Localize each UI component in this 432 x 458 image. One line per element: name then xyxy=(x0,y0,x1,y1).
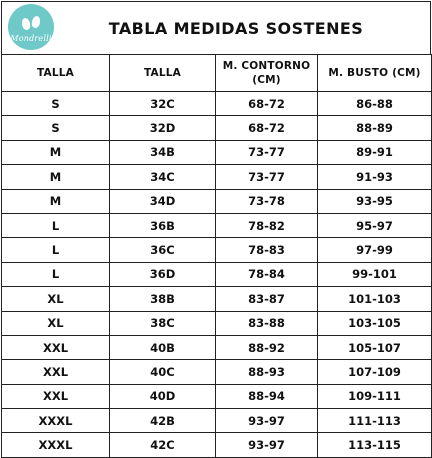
cell-underbust: 68-72 xyxy=(216,116,318,140)
cell-size: XL xyxy=(2,311,110,335)
table-row xyxy=(2,409,432,433)
cell-bust: 103-105 xyxy=(318,311,432,335)
cell-bust: 89-91 xyxy=(318,140,432,164)
table-row xyxy=(2,287,432,311)
column-header-busto: M. BUSTO (CM) xyxy=(318,55,432,92)
cell-band-cup: 36C xyxy=(110,238,216,262)
cell-band-cup: 42B xyxy=(110,409,216,433)
size-chart xyxy=(1,1,431,453)
table-row xyxy=(2,92,432,116)
cell-size: XXL xyxy=(2,335,110,359)
table-row xyxy=(2,262,432,286)
chart-header xyxy=(1,1,431,55)
cell-underbust: 78-84 xyxy=(216,262,318,286)
cell-underbust: 88-94 xyxy=(216,384,318,408)
cell-size: XL xyxy=(2,287,110,311)
table-row xyxy=(2,335,432,359)
logo-text: Mondrelli xyxy=(10,33,52,43)
cell-underbust: 93-97 xyxy=(216,409,318,433)
cell-bust: 105-107 xyxy=(318,335,432,359)
cell-band-cup: 38C xyxy=(110,311,216,335)
cell-size: XXXL xyxy=(2,433,110,457)
cell-bust: 107-109 xyxy=(318,360,432,384)
cell-size: XXL xyxy=(2,360,110,384)
cell-underbust: 78-82 xyxy=(216,213,318,237)
table-row xyxy=(2,140,432,164)
cell-bust: 99-101 xyxy=(318,262,432,286)
cell-bust: 97-99 xyxy=(318,238,432,262)
table-row xyxy=(2,116,432,140)
table-row xyxy=(2,433,432,457)
cell-size: S xyxy=(2,92,110,116)
size-table xyxy=(1,54,432,458)
cell-bust: 109-111 xyxy=(318,384,432,408)
cell-underbust: 88-92 xyxy=(216,335,318,359)
table-header-row xyxy=(2,55,432,92)
cell-underbust: 83-88 xyxy=(216,311,318,335)
brand-logo xyxy=(8,4,54,50)
cell-band-cup: 34D xyxy=(110,189,216,213)
cell-bust: 101-103 xyxy=(318,287,432,311)
chart-title: TABLA MEDIDAS SOSTENES xyxy=(108,18,364,38)
cell-band-cup: 40C xyxy=(110,360,216,384)
cell-size: L xyxy=(2,238,110,262)
table-row xyxy=(2,384,432,408)
column-header-talla: TALLA xyxy=(2,55,110,92)
table-body xyxy=(2,92,432,458)
table-row xyxy=(2,213,432,237)
cell-bust: 113-115 xyxy=(318,433,432,457)
cell-underbust: 73-78 xyxy=(216,189,318,213)
cell-band-cup: 40B xyxy=(110,335,216,359)
cell-underbust: 83-87 xyxy=(216,287,318,311)
cell-bust: 91-93 xyxy=(318,165,432,189)
cell-band-cup: 36B xyxy=(110,213,216,237)
cell-size: XXXL xyxy=(2,409,110,433)
table-row xyxy=(2,360,432,384)
cell-band-cup: 42C xyxy=(110,433,216,457)
cell-size: M xyxy=(2,140,110,164)
cell-band-cup: 34B xyxy=(110,140,216,164)
cell-bust: 88-89 xyxy=(318,116,432,140)
table-row xyxy=(2,311,432,335)
cell-underbust: 73-77 xyxy=(216,165,318,189)
table-row xyxy=(2,165,432,189)
cell-size: S xyxy=(2,116,110,140)
cell-underbust: 73-77 xyxy=(216,140,318,164)
cell-band-cup: 36D xyxy=(110,262,216,286)
cell-underbust: 88-93 xyxy=(216,360,318,384)
cell-bust: 93-95 xyxy=(318,189,432,213)
cell-bust: 111-113 xyxy=(318,409,432,433)
cell-size: M xyxy=(2,189,110,213)
cell-size: L xyxy=(2,262,110,286)
cell-band-cup: 32C xyxy=(110,92,216,116)
cell-bust: 95-97 xyxy=(318,213,432,237)
cell-underbust: 68-72 xyxy=(216,92,318,116)
cell-underbust: 93-97 xyxy=(216,433,318,457)
cell-band-cup: 38B xyxy=(110,287,216,311)
cell-band-cup: 32D xyxy=(110,116,216,140)
cell-band-cup: 40D xyxy=(110,384,216,408)
cell-band-cup: 34C xyxy=(110,165,216,189)
cell-underbust: 78-83 xyxy=(216,238,318,262)
column-header-contorno: M. CONTORNO (CM) xyxy=(216,55,318,92)
baby-feet-icon xyxy=(20,14,42,32)
cell-bust: 86-88 xyxy=(318,92,432,116)
cell-size: XXL xyxy=(2,384,110,408)
table-row xyxy=(2,189,432,213)
cell-size: M xyxy=(2,165,110,189)
column-header-talla-cup: TALLA xyxy=(110,55,216,92)
cell-size: L xyxy=(2,213,110,237)
table-row xyxy=(2,238,432,262)
